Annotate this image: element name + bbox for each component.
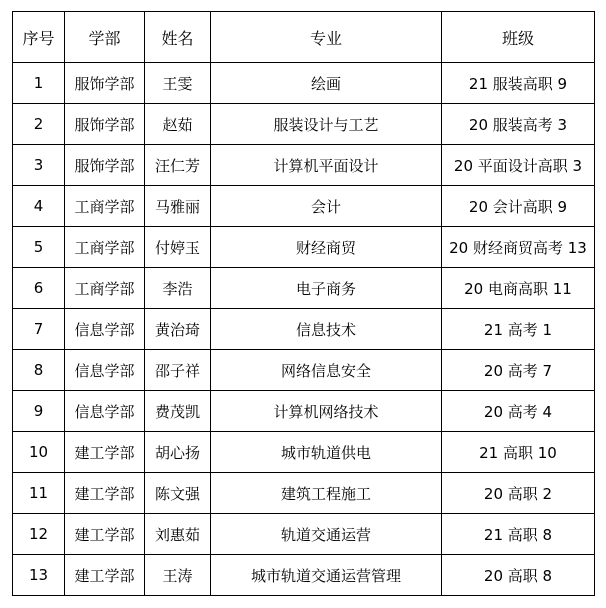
table-row: [13, 309, 595, 350]
table-row: [13, 350, 595, 391]
cell-index: 5: [13, 227, 65, 268]
cell-index: 1: [13, 63, 65, 104]
cell-class: 20 财经商贸高考 13: [442, 227, 595, 268]
table-row: [13, 227, 595, 268]
table-row: [13, 145, 595, 186]
table-row: [13, 268, 595, 309]
table-row: [13, 473, 595, 514]
cell-name: 汪仁芳: [145, 145, 211, 186]
cell-class: 20 高考 7: [442, 350, 595, 391]
cell-department: 建工学部: [65, 555, 145, 596]
cell-class: 21 服装高职 9: [442, 63, 595, 104]
cell-index: 13: [13, 555, 65, 596]
header-row: [13, 12, 595, 63]
cell-department: 建工学部: [65, 432, 145, 473]
cell-major: 建筑工程施工: [211, 473, 442, 514]
cell-index: 10: [13, 432, 65, 473]
cell-index: 9: [13, 391, 65, 432]
cell-department: 建工学部: [65, 473, 145, 514]
table-body: [13, 63, 595, 596]
cell-class: 20 高职 8: [442, 555, 595, 596]
cell-name: 黄治琦: [145, 309, 211, 350]
cell-major: 城市轨道供电: [211, 432, 442, 473]
table-row: [13, 432, 595, 473]
table-row: [13, 555, 595, 596]
cell-class: 20 电商高职 11: [442, 268, 595, 309]
cell-class: 20 高考 4: [442, 391, 595, 432]
header-index: 序号: [13, 12, 65, 63]
header-department: 学部: [65, 12, 145, 63]
cell-major: 绘画: [211, 63, 442, 104]
header-class: 班级: [442, 12, 595, 63]
cell-major: 服装设计与工艺: [211, 104, 442, 145]
cell-class: 21 高考 1: [442, 309, 595, 350]
cell-department: 信息学部: [65, 391, 145, 432]
cell-name: 胡心扬: [145, 432, 211, 473]
header-name: 姓名: [145, 12, 211, 63]
cell-class: 21 高职 10: [442, 432, 595, 473]
cell-department: 信息学部: [65, 309, 145, 350]
cell-department: 工商学部: [65, 227, 145, 268]
cell-class: 20 高职 2: [442, 473, 595, 514]
cell-major: 会计: [211, 186, 442, 227]
cell-name: 刘惠茹: [145, 514, 211, 555]
cell-major: 计算机平面设计: [211, 145, 442, 186]
cell-name: 陈文强: [145, 473, 211, 514]
cell-index: 8: [13, 350, 65, 391]
table-row: [13, 514, 595, 555]
cell-major: 信息技术: [211, 309, 442, 350]
table-row: [13, 104, 595, 145]
cell-index: 2: [13, 104, 65, 145]
cell-department: 服饰学部: [65, 104, 145, 145]
cell-name: 王涛: [145, 555, 211, 596]
cell-class: 20 平面设计高职 3: [442, 145, 595, 186]
cell-major: 网络信息安全: [211, 350, 442, 391]
cell-major: 电子商务: [211, 268, 442, 309]
cell-department: 建工学部: [65, 514, 145, 555]
cell-name: 费茂凯: [145, 391, 211, 432]
cell-index: 7: [13, 309, 65, 350]
table-row: [13, 391, 595, 432]
table-row: [13, 186, 595, 227]
cell-name: 赵茹: [145, 104, 211, 145]
cell-name: 付婷玉: [145, 227, 211, 268]
cell-name: 马雅丽: [145, 186, 211, 227]
cell-index: 12: [13, 514, 65, 555]
cell-name: 李浩: [145, 268, 211, 309]
cell-index: 6: [13, 268, 65, 309]
cell-name: 王雯: [145, 63, 211, 104]
cell-department: 工商学部: [65, 186, 145, 227]
header-major: 专业: [211, 12, 442, 63]
cell-class: 20 会计高职 9: [442, 186, 595, 227]
cell-department: 服饰学部: [65, 63, 145, 104]
cell-index: 4: [13, 186, 65, 227]
cell-major: 财经商贸: [211, 227, 442, 268]
cell-department: 服饰学部: [65, 145, 145, 186]
cell-index: 3: [13, 145, 65, 186]
cell-department: 工商学部: [65, 268, 145, 309]
table-row: [13, 63, 595, 104]
cell-major: 计算机网络技术: [211, 391, 442, 432]
cell-department: 信息学部: [65, 350, 145, 391]
cell-class: 20 服装高考 3: [442, 104, 595, 145]
student-table: [12, 11, 595, 596]
cell-index: 11: [13, 473, 65, 514]
cell-class: 21 高职 8: [442, 514, 595, 555]
cell-name: 邵子祥: [145, 350, 211, 391]
cell-major: 轨道交通运营: [211, 514, 442, 555]
cell-major: 城市轨道交通运营管理: [211, 555, 442, 596]
